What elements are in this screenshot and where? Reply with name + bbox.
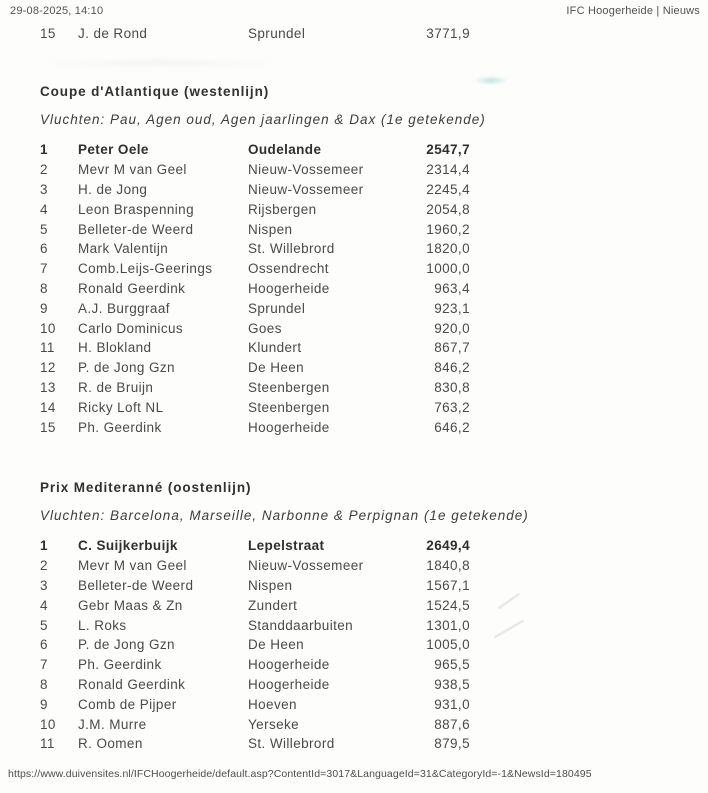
cell-points: 2547,7 — [426, 142, 470, 158]
table-row — [40, 338, 708, 358]
cell-points: 2245,4 — [426, 181, 470, 197]
cell-place: Lepelstraat — [248, 538, 325, 554]
section-flights-subtitle: Vluchten: Pau, Agen oud, Agen jaarlingen & Dax (1e getekende) — [40, 112, 486, 127]
cell-rank: 15 — [40, 26, 56, 42]
cell-place: Nispen — [248, 577, 293, 593]
cell-points: 879,5 — [434, 736, 470, 752]
cell-rank: 4 — [40, 597, 48, 613]
cell-name: Belleter-de Weerd — [78, 577, 194, 593]
cell-place: Zundert — [248, 597, 298, 613]
cell-place: Oudelande — [248, 142, 322, 158]
cell-points: 2054,8 — [426, 201, 470, 217]
cell-points: 1840,8 — [426, 558, 470, 574]
table-row — [40, 714, 708, 734]
cell-rank: 3 — [40, 181, 48, 197]
cell-rank: 7 — [40, 261, 48, 277]
table-row-highlighted — [40, 576, 708, 596]
cell-place: Hoogerheide — [248, 280, 330, 296]
table-row — [40, 694, 708, 714]
cell-points: 830,8 — [434, 379, 470, 395]
table-row — [40, 279, 708, 299]
cell-points: 1005,0 — [426, 637, 470, 653]
cell-place: De Heen — [248, 637, 305, 653]
cell-points: 867,7 — [434, 340, 470, 356]
cell-points: 1820,0 — [426, 241, 470, 257]
table-row — [40, 298, 708, 318]
cell-place: Steenbergen — [248, 399, 330, 415]
cell-name: H. Blokland — [78, 340, 152, 356]
cell-name: Leon Braspenning — [78, 201, 194, 217]
cell-rank: 13 — [40, 379, 56, 395]
cell-name: Peter Oele — [78, 142, 149, 158]
cell-points: 646,2 — [434, 419, 470, 435]
cell-rank: 5 — [40, 617, 48, 633]
cell-name: Ronald Geerdink — [78, 280, 186, 296]
section-title: Prix Mediteranné (oostenlijn) — [40, 480, 252, 495]
cell-rank: 6 — [40, 241, 48, 257]
cell-place: Hoeven — [248, 696, 297, 712]
table-row — [40, 655, 708, 675]
table-row — [40, 397, 708, 417]
cell-name: Mevr M van Geel — [78, 558, 187, 574]
section-flights-subtitle: Vluchten: Barcelona, Marseille, Narbonne & Perpignan (1e getekende) — [40, 508, 529, 523]
cell-name: Carlo Dominicus — [78, 320, 184, 336]
cell-place: Yerseke — [248, 716, 300, 732]
carryover-row — [40, 24, 708, 44]
cell-points: 1000,0 — [426, 261, 470, 277]
cell-rank: 1 — [40, 538, 48, 554]
section-prix-mediteranne — [0, 480, 708, 754]
cell-rank: 10 — [40, 320, 56, 336]
cell-rank: 2 — [40, 558, 48, 574]
cell-name: Ph. Geerdink — [78, 657, 162, 673]
cell-place: Steenbergen — [248, 379, 330, 395]
cell-place: Hoogerheide — [248, 419, 330, 435]
cell-name: Ronald Geerdink — [78, 676, 186, 692]
cell-place: Goes — [248, 320, 282, 336]
cell-rank: 11 — [40, 736, 55, 752]
print-site-title: IFC Hoogerheide | Nieuws — [566, 5, 700, 17]
cell-place: Hoogerheide — [248, 676, 330, 692]
cell-name: R. Oomen — [78, 736, 143, 752]
cell-place: Ossendrecht — [248, 261, 329, 277]
cell-points: 3771,9 — [426, 26, 470, 42]
cell-place: Rijsbergen — [248, 201, 317, 217]
results-table — [0, 140, 708, 437]
cell-name: C. Suijkerbuijk — [78, 538, 178, 554]
cell-place: Nieuw-Vossemeer — [248, 181, 364, 197]
cell-points: 2649,4 — [426, 538, 470, 554]
table-row — [40, 378, 708, 398]
cell-points: 920,0 — [434, 320, 470, 336]
cell-points: 846,2 — [434, 360, 470, 376]
cell-name: P. de Jong Gzn — [78, 360, 175, 376]
table-row — [40, 635, 708, 655]
cell-points: 763,2 — [434, 399, 470, 415]
cell-points: 887,6 — [434, 716, 470, 732]
cell-rank: 15 — [40, 419, 56, 435]
results-table — [0, 536, 708, 754]
cell-name: L. Roks — [78, 617, 127, 633]
cell-place: Nieuw-Vossemeer — [248, 558, 364, 574]
cell-rank: 4 — [40, 201, 48, 217]
cell-name: Ricky Loft NL — [78, 399, 164, 415]
cell-name: Gebr Maas & Zn — [78, 597, 183, 613]
cell-name: A.J. Burggraaf — [78, 300, 170, 316]
cell-place: Sprundel — [248, 300, 306, 316]
table-row — [40, 734, 708, 754]
cell-rank: 3 — [40, 577, 48, 593]
cell-points: 1960,2 — [426, 221, 470, 237]
section-coupe-atlantique — [0, 84, 708, 437]
table-row — [40, 595, 708, 615]
cell-rank: 10 — [40, 716, 56, 732]
print-url: https://www.duivensites.nl/IFCHoogerheide/default.asp?ContentId=3017&LanguageId=31&CategoryId=-1&NewsId=180495 — [8, 768, 592, 780]
cell-points: 2314,4 — [426, 162, 470, 178]
print-datetime: 29-08-2025, 14:10 — [10, 5, 104, 17]
table-row — [40, 160, 708, 180]
cell-place: Klundert — [248, 340, 302, 356]
cell-place: De Heen — [248, 360, 305, 376]
cell-place: St. Willebrord — [248, 736, 335, 752]
section-title: Coupe d'Atlantique (westenlijn) — [40, 84, 270, 99]
cell-points: 963,4 — [434, 280, 470, 296]
cell-name: Mark Valentijn — [78, 241, 169, 257]
cell-rank: 14 — [40, 399, 56, 415]
table-row — [40, 140, 708, 160]
print-header — [10, 5, 700, 17]
cell-name: Belleter-de Weerd — [78, 221, 194, 237]
table-row-highlighted — [40, 219, 708, 239]
cell-points: 923,1 — [434, 300, 470, 316]
cell-place: Hoogerheide — [248, 657, 330, 673]
table-row — [40, 675, 708, 695]
cell-name: P. de Jong Gzn — [78, 637, 175, 653]
cell-name: Mevr M van Geel — [78, 162, 187, 178]
table-row — [40, 556, 708, 576]
cell-rank: 9 — [40, 300, 48, 316]
cell-rank: 9 — [40, 696, 48, 712]
cell-name: Comb.Leijs-Geerings — [78, 261, 213, 277]
cell-rank: 6 — [40, 637, 48, 653]
cell-name: Ph. Geerdink — [78, 419, 162, 435]
cell-rank: 11 — [40, 340, 55, 356]
table-row — [40, 318, 708, 338]
table-row — [40, 417, 708, 437]
cell-rank: 1 — [40, 142, 48, 158]
table-row — [40, 239, 708, 259]
cell-place: Standdaarbuiten — [248, 617, 354, 633]
table-row — [40, 536, 708, 556]
table-row — [40, 358, 708, 378]
cell-place: St. Willebrord — [248, 241, 335, 257]
cell-points: 1524,5 — [426, 597, 470, 613]
cell-name: R. de Bruijn — [78, 379, 154, 395]
cell-name: J. de Rond — [78, 26, 148, 42]
cell-points: 1301,0 — [426, 617, 470, 633]
cell-name: J.M. Murre — [78, 716, 147, 732]
cell-place: Sprundel — [248, 26, 306, 42]
scan-artifact-smudge — [40, 58, 280, 68]
cell-place: Nispen — [248, 221, 293, 237]
cell-rank: 12 — [40, 360, 56, 376]
table-row — [40, 180, 708, 200]
table-row — [40, 199, 708, 219]
cell-name: Comb de Pijper — [78, 696, 177, 712]
cell-place: Nieuw-Vossemeer — [248, 162, 364, 178]
cell-points: 938,5 — [434, 676, 470, 692]
cell-rank: 7 — [40, 657, 48, 673]
cell-points: 965,5 — [434, 657, 470, 673]
table-row — [40, 615, 708, 635]
cell-rank: 8 — [40, 280, 48, 296]
table-row — [40, 259, 708, 279]
cell-name: H. de Jong — [78, 181, 148, 197]
cell-points: 1567,1 — [426, 577, 470, 593]
cell-rank: 5 — [40, 221, 48, 237]
cell-rank: 8 — [40, 676, 48, 692]
cell-rank: 2 — [40, 162, 48, 178]
cell-points: 931,0 — [434, 696, 470, 712]
